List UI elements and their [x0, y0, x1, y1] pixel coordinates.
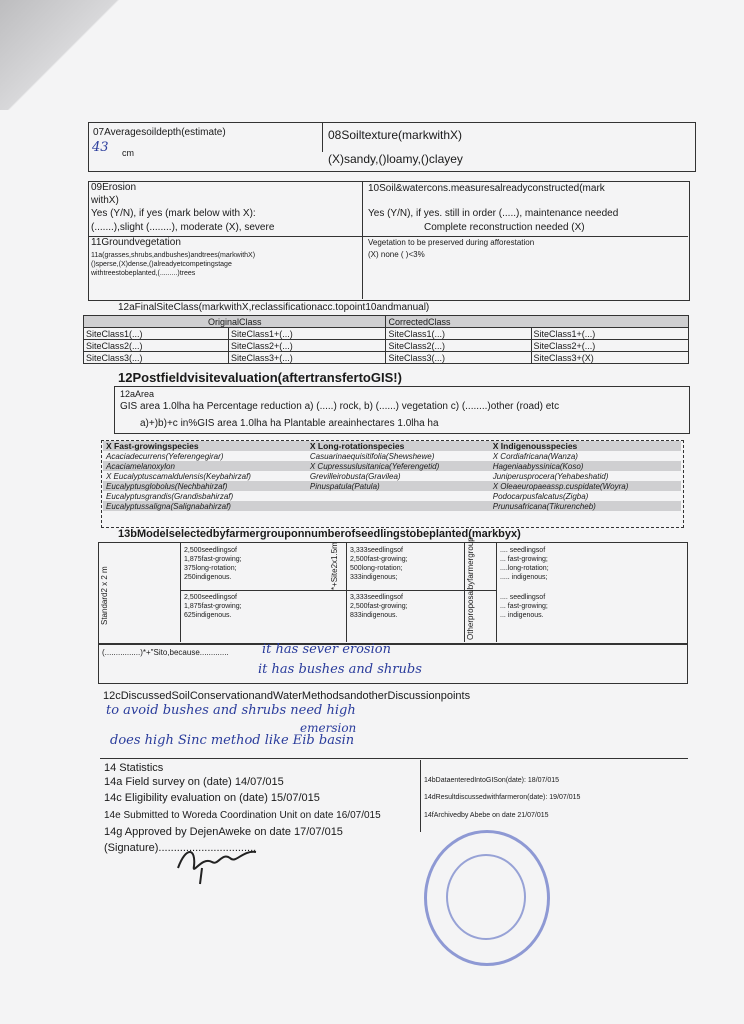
standard-label: Standard2 x 2 m: [100, 566, 109, 625]
erosion-severity: (.......),slight (........), moderate (X), severe: [91, 222, 275, 233]
folded-corner: [0, 0, 150, 110]
model-standard-a: 2,500seedlingsof 1,875fast-growing; 375long-rotation; 250indigenous.: [184, 547, 242, 581]
reason-handwriting-1: it has sever erosion: [262, 642, 391, 657]
discussed-handwriting-3: does high Sinc method like Eib basin: [110, 733, 355, 748]
statistics-heading: 14 Statistics: [104, 762, 164, 774]
soil-water-cons-reconstruction: Complete reconstruction needed (X): [424, 222, 585, 233]
veg-preserved-label: Vegetation to be preserved during afforestation: [368, 238, 535, 247]
erosion-question: Yes (Y/N), if yes (mark below with X):: [91, 208, 256, 219]
post-field-visit-heading: 12Postfieldvisitevaluation(aftertransfertoGIS!): [118, 370, 402, 385]
erosion-label-2: withX): [91, 195, 119, 206]
final-site-class-heading: 12aFinalSiteClass(markwithX,reclassificationacc.topoint10andmanual): [118, 302, 430, 313]
soil-water-cons-label: 10Soil&watercons.measuresalreadyconstructed(mark: [368, 183, 605, 194]
model-site-a: 3,333seedlingsof 2,500fast-growing; 500long-rotation; 333indigenous;: [350, 547, 408, 581]
area-label: 12aArea: [120, 389, 155, 399]
avg-soil-depth-value: 43: [92, 140, 109, 155]
gis-entered-line: 14bDataenteredIntoGISon(date): 18/07/015: [424, 777, 560, 784]
site-class-table: OriginalClass CorrectedClass SiteClass1(...) SiteClass1+(...) SiteClass1(...) SiteClass1+(...) SiteClass2(...) SiteClass2+(...) SiteClass2(...) SiteClass2+(...) SiteClass3(...) SiteClass3+(...) SiteClass3(...) SiteClass3+(X): [83, 315, 689, 364]
other-proposal-label: Otherproposalbyfarmergroup: [466, 537, 475, 640]
signature-line: (Signature)................................: [104, 842, 257, 854]
gis-area-line: GIS area 1.0lha ha Percentage reduction a) (.....) rock, b) (......) vegetation c) (........)other (road) etc: [120, 401, 560, 412]
official-stamp-inner: [446, 854, 526, 940]
model-other-b: .... seedlingsof ... fast-growing; ... indigenous.: [500, 594, 548, 619]
ground-vegetation-label: 11Groundvegetation: [91, 237, 181, 248]
approved-line: 14g Approved by DejenAweke on date 17/07/015: [104, 826, 343, 838]
species-table: X Fast-growingspecies X Long-rotationspecies X Indigenousspecies Acaciadecurrens(Yeferengegirar) Casuarinaequisitifolia(Shewshewe) X Cordiafricana(Wanza) Acaciamelanoxylon X Cupressuslusitanica(Yeferengetid) Hageniaabyssinica(Koso) X Eucalyptuscamaldulensis(Keybahirzaf) Grevilleirobusta(Gravilea) Juniperusprocera(Yehabeshatid) Eucalyptusglobolus(Nechbahirzaf) Pinuspatula(Patula) X Oleaeuropaeassp.cuspidate(Woyra) Eucalyptusgrandis(Grandisbahirzaf) Podocarpusfalcatus(Zigba) Eucalyptussaligna(Salignabahirzaf) Prunusafricana(Tikurencheb): [103, 441, 681, 511]
original-class-header: OriginalClass: [84, 316, 386, 328]
discussed-soil-heading: 12cDiscussedSoilConservationandWaterMethodsandotherDiscussionpoints: [103, 690, 471, 702]
avg-soil-depth-label: 07Averagesoildepth(estimate): [93, 127, 226, 138]
plantable-area-line: a)+)b)+c in%GIS area 1.0lha ha Plantable areainhectares 1.0lha ha: [140, 418, 439, 429]
veg-preserved-options: (X) none ( )<3%: [368, 250, 425, 259]
woreda-submit-line: 14e Submitted to Woreda Coordination Unit on date 16/07/015: [104, 810, 381, 821]
eligibility-line: 14c Eligibility evaluation on (date) 15/07/015: [104, 792, 320, 804]
model-standard-b: 2,500seedlingsof 1,875fast-growing; 625indigenous.: [184, 594, 242, 619]
soil-water-cons-question: Yes (Y/N), if yes. still in order (.....), maintenance needed: [368, 208, 619, 219]
field-survey-line: 14a Field survey on (date) 14/07/015: [104, 776, 284, 788]
corrected-class-header: CorrectedClass: [386, 316, 689, 328]
model-other-a: .... seedlingsof ... fast-growing; ....long-rotation; ..... indigenous;: [500, 547, 549, 581]
handwritten-signature: [172, 838, 262, 886]
reason-handwriting-2: it has bushes and shrubs: [258, 662, 422, 677]
discussed-handwriting-1: to avoid bushes and shrubs need high: [106, 703, 356, 718]
model-selected-heading: 13bModelselectedbyfarmergrouponnumberofseedlingstobeplanted(markbyx): [118, 528, 521, 540]
discussed-handwriting-2: emersion: [300, 721, 357, 735]
result-discussed-line: 14dResultdiscussedwithfarmeron(date): 19/07/015: [424, 794, 581, 801]
soil-texture-label: 08Soiltexture(markwithX): [328, 128, 463, 142]
ground-vegetation-desc: 11a(grasses,shrubs,andbushes)andtrees(markwithX) ()sperse,(X)dense,()alreadyetcompetingstage withtreestobeplanted,(.........)trees: [91, 252, 256, 277]
other-reason-label: (................)*+"Sito,because.............: [102, 648, 229, 657]
soil-texture-options: (X)sandy,()loamy,()clayey: [328, 152, 463, 166]
archived-line: 14fArchivedby Abebe on date 21/07/015: [424, 812, 549, 819]
site-label: *+Site2x1.5m: [330, 542, 339, 590]
avg-soil-depth-unit: cm: [122, 148, 134, 158]
erosion-label: 09Erosion: [91, 182, 137, 193]
model-site-b: 3,333seedlingsof 2,500fast-growing; 833indigenous.: [350, 594, 408, 619]
